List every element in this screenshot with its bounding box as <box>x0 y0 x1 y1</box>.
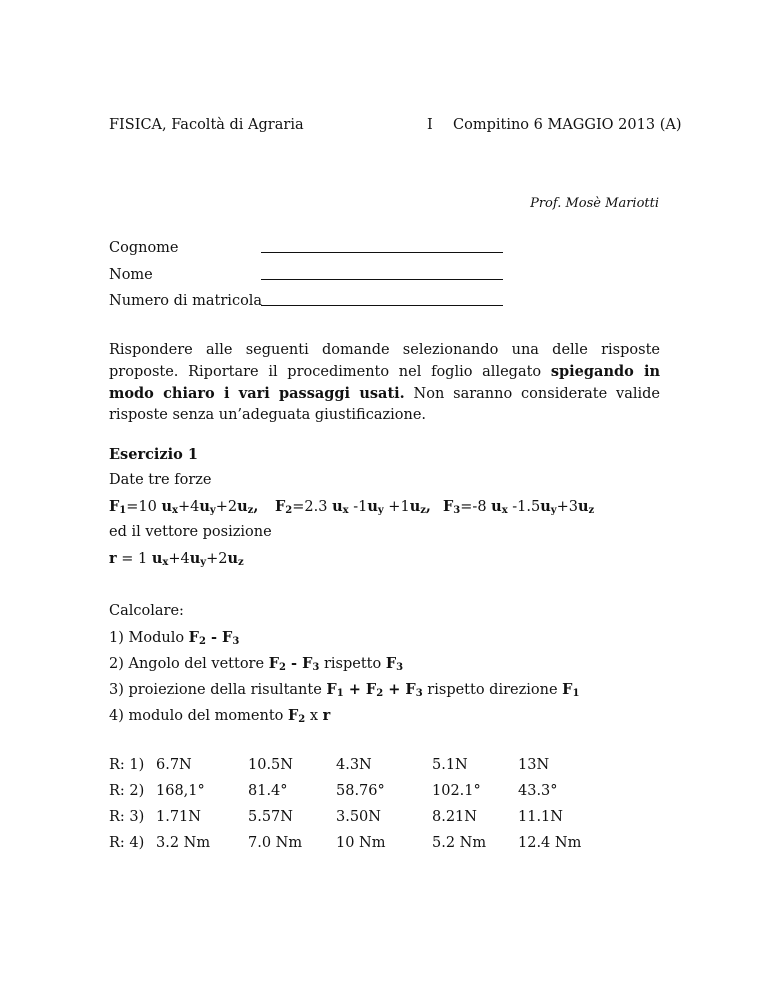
question-4: 4) modulo del momento $F_2$ x r <box>109 707 331 725</box>
matriculation-label: Numero di matricola <box>109 293 263 309</box>
answer-row-1 <box>109 757 669 777</box>
exercise-title: Esercizio 1 <box>109 446 198 463</box>
professor-name: Prof. Mosè Mariotti <box>530 196 659 211</box>
answer-label: R: 4) <box>109 835 145 851</box>
calc-intro: Calcolare: <box>109 603 184 619</box>
answer-option[interactable]: 3.2 Nm <box>156 835 211 851</box>
question-2: 2) Angolo del vettore $F_2 - F_3$ rispetto $F_3$ <box>109 655 404 673</box>
answer-label: R: 3) <box>109 809 145 825</box>
force-f1: $F_1=10$ $u_x+4u_y+2u_z$, <box>109 498 259 516</box>
force-f2: $F_2=2.3$ $u_x$ $-1u_y +1u_z$, <box>275 498 431 516</box>
answer-option[interactable]: 168,1° <box>156 783 205 799</box>
surname-label: Cognome <box>109 240 179 256</box>
answer-option[interactable]: 58.76° <box>336 783 385 799</box>
answer-option[interactable]: 13N <box>518 757 550 773</box>
answer-option[interactable]: 8.21N <box>432 809 477 825</box>
answer-option[interactable]: 10.5N <box>248 757 293 773</box>
surname-field[interactable] <box>261 240 503 258</box>
session-title: Compitino 6 MAGGIO 2013 (A) <box>453 117 682 133</box>
name-label: Nome <box>109 267 153 283</box>
course-title: FISICA, Facoltà di Agraria <box>109 117 304 133</box>
answer-option[interactable]: 12.4 Nm <box>518 835 582 851</box>
position-vector: r = 1 $u_x+4u_y+2u_z$ <box>109 550 244 568</box>
answer-row-3 <box>109 809 669 829</box>
answer-option[interactable]: 43.3° <box>518 783 558 799</box>
answer-option[interactable]: 81.4° <box>248 783 288 799</box>
answer-label: R: 1) <box>109 757 145 773</box>
instructions-emphasis: spiegando in modo chiaro i vari passaggi usati. <box>109 363 660 402</box>
answer-option[interactable]: 5.57N <box>248 809 293 825</box>
answer-option[interactable]: 3.50N <box>336 809 381 825</box>
question-3: 3) proiezione della risultante $F_1 + F_2 + F_3$ rispetto direzione $F_1$ <box>109 681 580 699</box>
answer-option[interactable]: 5.2 Nm <box>432 835 487 851</box>
answer-row-2 <box>109 783 669 803</box>
answer-row-4 <box>109 835 669 855</box>
answer-option[interactable]: 4.3N <box>336 757 372 773</box>
answer-option[interactable]: 102.1° <box>432 783 481 799</box>
answer-option[interactable]: 6.7N <box>156 757 192 773</box>
question-1: 1) Modulo $F_2 - F_3$ <box>109 629 240 647</box>
session-number: I <box>427 117 433 133</box>
answer-option[interactable]: 7.0 Nm <box>248 835 303 851</box>
forces-intro: Date tre forze <box>109 472 212 488</box>
position-intro: ed il vettore posizione <box>109 524 272 540</box>
answer-option[interactable]: 5.1N <box>432 757 468 773</box>
answer-label: R: 2) <box>109 783 145 799</box>
answer-option[interactable]: 10 Nm <box>336 835 386 851</box>
answer-option[interactable]: 1.71N <box>156 809 201 825</box>
answer-option[interactable]: 11.1N <box>518 809 563 825</box>
name-field[interactable] <box>261 267 503 285</box>
instructions-paragraph: Rispondere alle seguenti domande selezionando una delle risposte proposte. Riportare il procedimento nel foglio allegato spiegando in modo chiaro i vari passaggi usati. Non saranno considerate valide risposte senza un’adeguata giustificazione. <box>109 342 660 423</box>
force-f3: $F_3=-8$ $u_x$ $-1.5u_y+3u_z$ <box>443 498 595 516</box>
matriculation-field[interactable] <box>261 293 503 311</box>
